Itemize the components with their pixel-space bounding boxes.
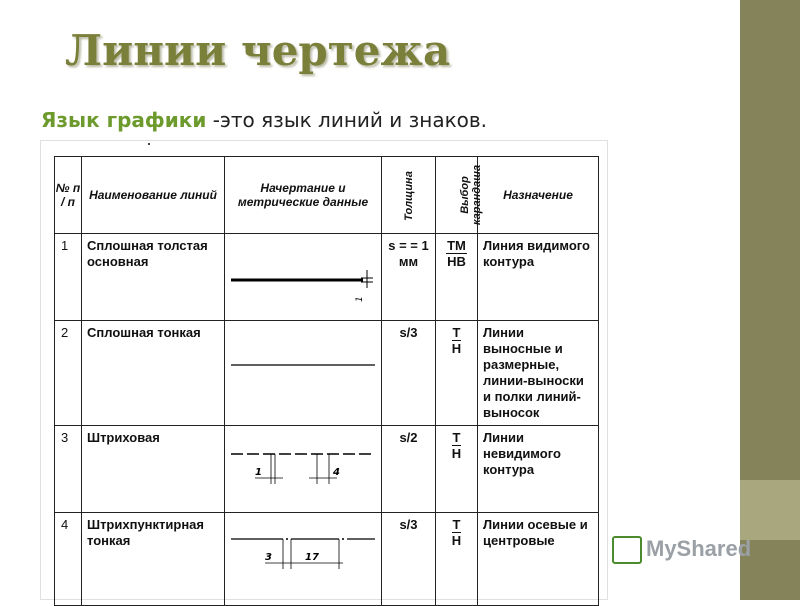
row-name: Сплошная толстая основная: [82, 234, 225, 321]
row-drawing: [225, 426, 382, 513]
pencil-bottom: НВ: [447, 254, 466, 269]
header-thickness: [382, 157, 436, 234]
table-row: [55, 321, 599, 426]
line-types-table: [54, 156, 599, 606]
pencil-bottom: Н: [451, 341, 462, 356]
row-name: Штрихпунктирная тонкая: [82, 513, 225, 606]
row-num: 1: [55, 234, 82, 321]
row-thickness: s = = 1 мм: [382, 234, 436, 321]
dim-label: 4: [333, 467, 340, 478]
thick-solid-line-drawing: [225, 234, 382, 320]
pencil-top: ТМ: [447, 238, 466, 253]
header-pencil: [436, 157, 483, 234]
table-header-row: [55, 157, 599, 234]
thin-solid-line-drawing: [225, 321, 382, 403]
watermark-text: MyShared: [646, 536, 752, 561]
scan-speck: [148, 143, 150, 145]
header-name: Наименование линий: [82, 157, 225, 234]
table-row: [55, 426, 599, 513]
row-purpose: Линии выносные и размерные, линии-выноски и полки линий-выносок: [478, 321, 599, 426]
row-pencil: [436, 234, 478, 321]
myshared-logo-icon: [612, 536, 642, 564]
pencil-bottom: Н: [451, 533, 462, 548]
header-purpose: Назначение: [478, 157, 599, 234]
sidebar-accent-block: [740, 480, 800, 540]
row-name: Штриховая: [82, 426, 225, 513]
slide-title: Линии чертежа: [65, 26, 451, 75]
pencil-bottom: Н: [451, 446, 462, 461]
dim-label: 1: [255, 467, 262, 478]
pencil-top: Т: [452, 517, 461, 532]
row-purpose: Линии невидимого контура: [478, 426, 599, 513]
header-drawing: Начертание и метрические данные: [225, 157, 382, 234]
row-purpose: Линия видимого контура: [478, 234, 599, 321]
row-pencil: [436, 321, 478, 426]
dash-dot-line-drawing: [225, 513, 382, 605]
subtitle-accent: Язык графики: [41, 108, 207, 132]
row-pencil: [436, 426, 478, 513]
header-pencil-label: Выбор карандаша: [459, 164, 483, 226]
dim-label: 17: [305, 552, 319, 563]
header-thickness-label: Толщина: [402, 171, 415, 221]
pencil-top: Т: [452, 430, 461, 445]
row-thickness: s/3: [382, 321, 436, 426]
row-thickness: s/3: [382, 513, 436, 606]
subtitle-text: -это язык линий и знаков.: [206, 108, 488, 132]
row-pencil: [436, 513, 478, 606]
pencil-top: Т: [452, 325, 461, 340]
row-drawing: [225, 234, 382, 321]
table-row: [55, 513, 599, 606]
row-thickness: s/2: [382, 426, 436, 513]
dim-label: 1: [355, 296, 365, 302]
slide-subtitle: [41, 108, 487, 132]
watermark: [612, 536, 751, 564]
dashed-line-drawing: [225, 426, 382, 512]
dim-label: 3: [265, 552, 272, 563]
row-num: 3: [55, 426, 82, 513]
row-name: Сплошная тонкая: [82, 321, 225, 426]
row-purpose: Линии осевые и центровые: [478, 513, 599, 606]
row-num: 2: [55, 321, 82, 426]
row-drawing: [225, 321, 382, 426]
row-drawing: [225, 513, 382, 606]
table-row: [55, 234, 599, 321]
header-num: № п / п: [55, 157, 82, 234]
row-num: 4: [55, 513, 82, 606]
